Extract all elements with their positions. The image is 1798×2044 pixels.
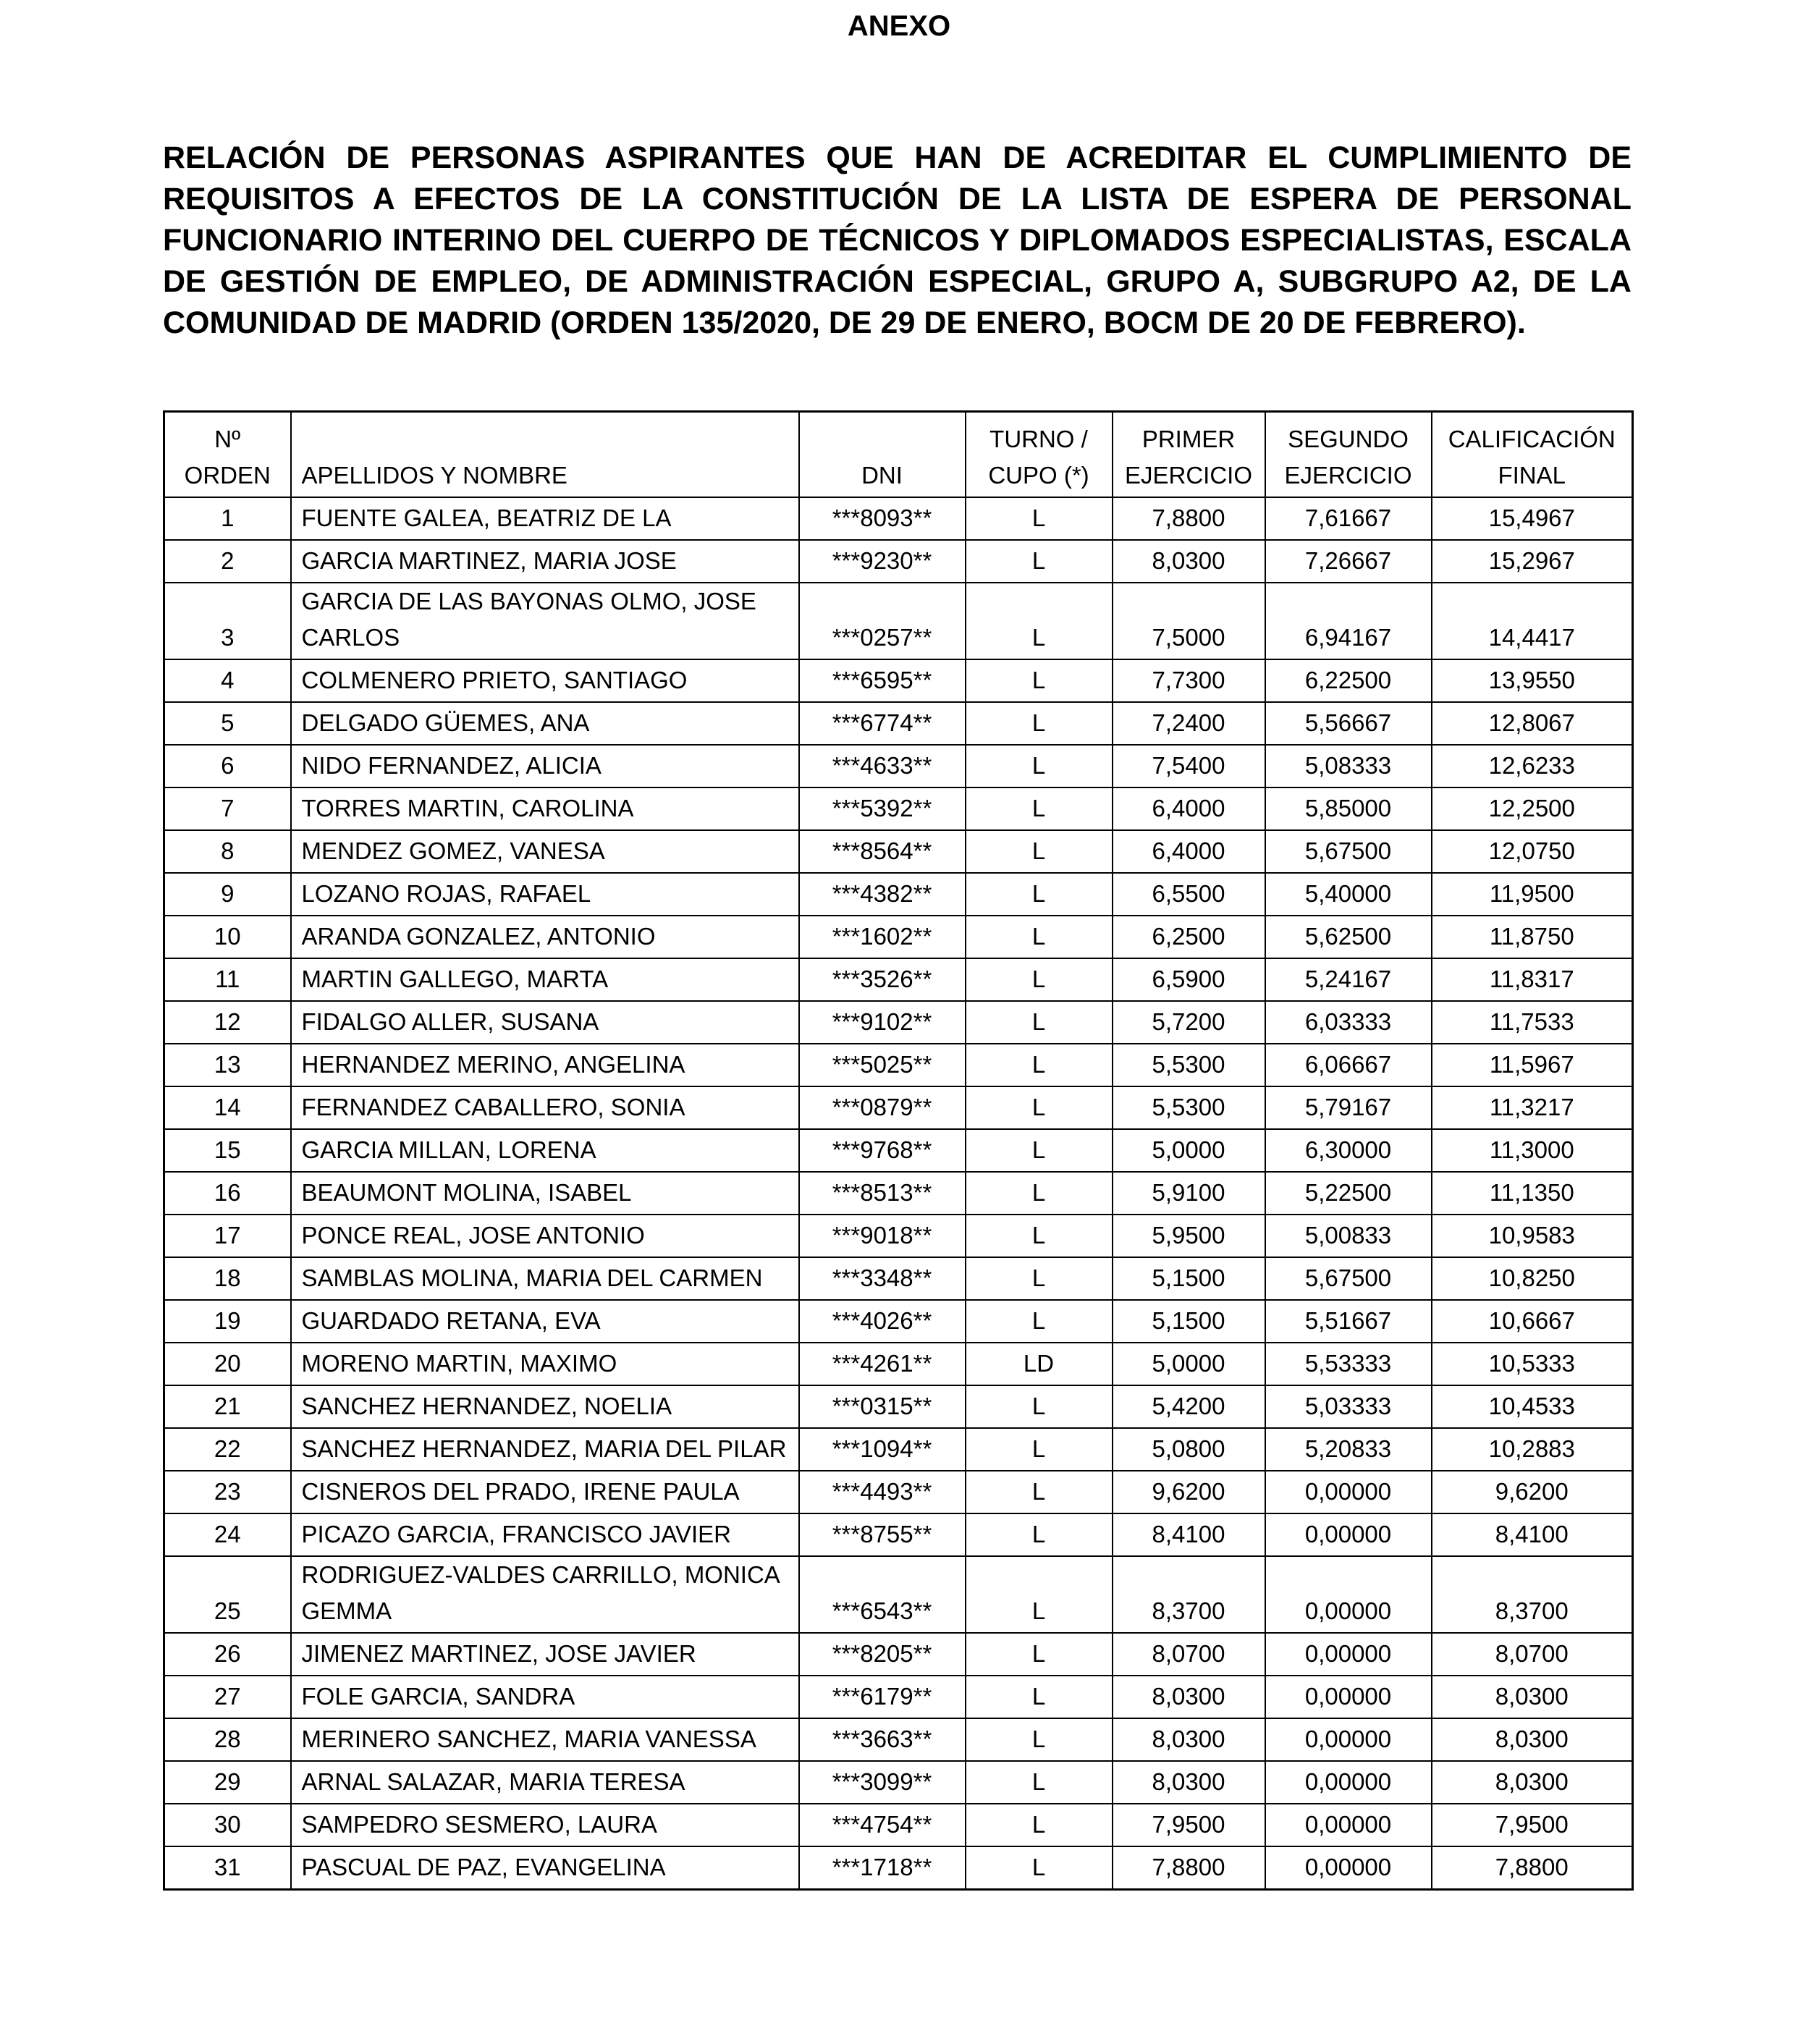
segundo-ejercicio-cell: 5,53333 [1265,1343,1432,1385]
dni-cell: ***6543** [799,1556,966,1633]
table-row [164,1556,1633,1633]
orden-cell: 18 [164,1257,291,1300]
name-cell: PASCUAL DE PAZ, EVANGELINA [291,1846,799,1890]
name-cell: FOLE GARCIA, SANDRA [291,1676,799,1718]
primer-ejercicio-cell: 7,8800 [1113,497,1265,540]
header-text: TURNO / [989,426,1088,452]
name-cell: FIDALGO ALLER, SUSANA [291,1001,799,1044]
segundo-ejercicio-cell: 5,08333 [1265,745,1432,787]
turno-cell: L [966,1044,1113,1086]
name-cell: NIDO FERNANDEZ, ALICIA [291,745,799,787]
table-row [164,745,1633,787]
header-nombre [291,412,799,498]
primer-ejercicio-cell: 5,5300 [1113,1086,1265,1129]
dni-cell: ***9102** [799,1001,966,1044]
table-row [164,1172,1633,1215]
table-row [164,540,1633,583]
primer-ejercicio-cell: 8,0300 [1113,1761,1265,1804]
table-row [164,1044,1633,1086]
turno-cell: L [966,540,1113,583]
orden-cell: 28 [164,1718,291,1761]
header-primer-ejercicio [1113,412,1265,498]
primer-ejercicio-cell: 6,4000 [1113,830,1265,873]
dni-cell: ***0315** [799,1385,966,1428]
orden-cell: 13 [164,1044,291,1086]
segundo-ejercicio-cell: 0,00000 [1265,1718,1432,1761]
dni-cell: ***1718** [799,1846,966,1890]
table-row [164,1129,1633,1172]
candidates-table [163,410,1634,1891]
segundo-ejercicio-cell: 5,85000 [1265,787,1432,830]
name-cell: LOZANO ROJAS, RAFAEL [291,873,799,916]
calificacion-final-cell: 8,3700 [1432,1556,1633,1633]
primer-ejercicio-cell: 5,0000 [1113,1129,1265,1172]
primer-ejercicio-cell: 8,4100 [1113,1513,1265,1556]
dni-cell: ***3663** [799,1718,966,1761]
dni-cell: ***6595** [799,659,966,702]
turno-cell: L [966,1257,1113,1300]
table-row [164,1385,1633,1428]
calificacion-final-cell: 7,8800 [1432,1846,1633,1890]
table-row [164,1215,1633,1257]
turno-cell: LD [966,1343,1113,1385]
dni-cell: ***8564** [799,830,966,873]
header-dni [799,412,966,498]
dni-cell: ***9768** [799,1129,966,1172]
primer-ejercicio-cell: 6,4000 [1113,787,1265,830]
name-cell: GUARDADO RETANA, EVA [291,1300,799,1343]
turno-cell: L [966,873,1113,916]
name-cell: FUENTE GALEA, BEATRIZ DE LA [291,497,799,540]
name-cell: CISNEROS DEL PRADO, IRENE PAULA [291,1471,799,1513]
dni-cell: ***8755** [799,1513,966,1556]
calificacion-final-cell: 12,6233 [1432,745,1633,787]
turno-cell: L [966,1300,1113,1343]
dni-cell: ***3099** [799,1761,966,1804]
segundo-ejercicio-cell: 5,22500 [1265,1172,1432,1215]
turno-cell: L [966,1633,1113,1676]
calificacion-final-cell: 10,6667 [1432,1300,1633,1343]
table-row [164,1001,1633,1044]
turno-cell: L [966,958,1113,1001]
primer-ejercicio-cell: 6,2500 [1113,916,1265,958]
turno-cell: L [966,1428,1113,1471]
table-row [164,1428,1633,1471]
dni-cell: ***1094** [799,1428,966,1471]
header-orden [164,412,291,498]
orden-cell: 31 [164,1846,291,1890]
orden-cell: 26 [164,1633,291,1676]
turno-cell: L [966,1556,1113,1633]
turno-cell: L [966,787,1113,830]
table-row [164,830,1633,873]
header-text: EJERCICIO [1124,462,1253,489]
header-turno [966,412,1113,498]
turno-cell: L [966,1676,1113,1718]
table-row [164,1718,1633,1761]
dni-cell: ***4261** [799,1343,966,1385]
segundo-ejercicio-cell: 0,00000 [1265,1846,1432,1890]
header-text: EJERCICIO [1284,462,1412,489]
turno-cell: L [966,1172,1113,1215]
orden-cell: 17 [164,1215,291,1257]
name-cell: GARCIA MILLAN, LORENA [291,1129,799,1172]
header-text: CALIFICACIÓN [1448,426,1616,452]
primer-ejercicio-cell: 8,0300 [1113,1676,1265,1718]
primer-ejercicio-cell: 5,9100 [1113,1172,1265,1215]
orden-cell: 9 [164,873,291,916]
primer-ejercicio-cell: 5,4200 [1113,1385,1265,1428]
orden-cell: 1 [164,497,291,540]
turno-cell: L [966,702,1113,745]
dni-cell: ***0879** [799,1086,966,1129]
segundo-ejercicio-cell: 5,00833 [1265,1215,1432,1257]
orden-cell: 8 [164,830,291,873]
turno-cell: L [966,1513,1113,1556]
table-row [164,787,1633,830]
calificacion-final-cell: 11,8750 [1432,916,1633,958]
name-cell: PICAZO GARCIA, FRANCISCO JAVIER [291,1513,799,1556]
orden-cell: 24 [164,1513,291,1556]
dni-cell: ***9018** [799,1215,966,1257]
header-text: ORDEN [184,462,271,489]
turno-cell: L [966,745,1113,787]
calificacion-final-cell: 15,4967 [1432,497,1633,540]
primer-ejercicio-cell: 5,7200 [1113,1001,1265,1044]
dni-cell: ***0257** [799,583,966,659]
segundo-ejercicio-cell: 5,03333 [1265,1385,1432,1428]
orden-cell: 19 [164,1300,291,1343]
name-cell: PONCE REAL, JOSE ANTONIO [291,1215,799,1257]
orden-cell: 4 [164,659,291,702]
name-cell: GARCIA DE LAS BAYONAS OLMO, JOSE CARLOS [291,583,799,659]
table-row [164,659,1633,702]
segundo-ejercicio-cell: 7,61667 [1265,497,1432,540]
turno-cell: L [966,659,1113,702]
segundo-ejercicio-cell: 6,22500 [1265,659,1432,702]
table-row [164,1257,1633,1300]
dni-cell: ***3526** [799,958,966,1001]
primer-ejercicio-cell: 7,8800 [1113,1846,1265,1890]
primer-ejercicio-cell: 5,0000 [1113,1343,1265,1385]
calificacion-final-cell: 11,1350 [1432,1172,1633,1215]
dni-cell: ***6179** [799,1676,966,1718]
segundo-ejercicio-cell: 5,67500 [1265,830,1432,873]
segundo-ejercicio-cell: 5,56667 [1265,702,1432,745]
dni-cell: ***5392** [799,787,966,830]
calificacion-final-cell: 11,7533 [1432,1001,1633,1044]
turno-cell: L [966,1846,1113,1890]
name-cell: MARTIN GALLEGO, MARTA [291,958,799,1001]
orden-cell: 2 [164,540,291,583]
primer-ejercicio-cell: 7,2400 [1113,702,1265,745]
dni-cell: ***4382** [799,873,966,916]
dni-cell: ***6774** [799,702,966,745]
segundo-ejercicio-cell: 0,00000 [1265,1761,1432,1804]
calificacion-final-cell: 11,3217 [1432,1086,1633,1129]
turno-cell: L [966,1471,1113,1513]
calificacion-final-cell: 10,4533 [1432,1385,1633,1428]
turno-cell: L [966,497,1113,540]
segundo-ejercicio-cell: 6,06667 [1265,1044,1432,1086]
primer-ejercicio-cell: 8,0700 [1113,1633,1265,1676]
calificacion-final-cell: 8,0300 [1432,1676,1633,1718]
primer-ejercicio-cell: 9,6200 [1113,1471,1265,1513]
header-calificacion-final [1432,412,1633,498]
header-text: Nº [214,426,241,452]
name-cell: HERNANDEZ MERINO, ANGELINA [291,1044,799,1086]
orden-cell: 5 [164,702,291,745]
table-row [164,1633,1633,1676]
table-row [164,873,1633,916]
orden-cell: 30 [164,1804,291,1846]
table-row [164,1300,1633,1343]
segundo-ejercicio-cell: 5,24167 [1265,958,1432,1001]
name-cell: DELGADO GÜEMES, ANA [291,702,799,745]
segundo-ejercicio-cell: 5,67500 [1265,1257,1432,1300]
name-cell: BEAUMONT MOLINA, ISABEL [291,1172,799,1215]
segundo-ejercicio-cell: 0,00000 [1265,1676,1432,1718]
primer-ejercicio-cell: 7,5400 [1113,745,1265,787]
primer-ejercicio-cell: 7,5000 [1113,583,1265,659]
segundo-ejercicio-cell: 7,26667 [1265,540,1432,583]
header-row [164,412,1633,498]
calificacion-final-cell: 12,2500 [1432,787,1633,830]
table-row [164,1343,1633,1385]
turno-cell: L [966,1215,1113,1257]
turno-cell: L [966,1385,1113,1428]
segundo-ejercicio-cell: 5,62500 [1265,916,1432,958]
turno-cell: L [966,1129,1113,1172]
orden-cell: 10 [164,916,291,958]
header-text: SEGUNDO [1288,426,1409,452]
calificacion-final-cell: 11,8317 [1432,958,1633,1001]
primer-ejercicio-cell: 7,7300 [1113,659,1265,702]
dni-cell: ***5025** [799,1044,966,1086]
turno-cell: L [966,916,1113,958]
name-cell: MORENO MARTIN, MAXIMO [291,1343,799,1385]
dni-cell: ***1602** [799,916,966,958]
dni-cell: ***4754** [799,1804,966,1846]
calificacion-final-cell: 11,9500 [1432,873,1633,916]
table-row [164,1804,1633,1846]
document-title: RELACIÓN DE PERSONAS ASPIRANTES QUE HAN DE ACREDITAR EL CUMPLIMIENTO DE REQUISITOS A EFECTOS DE LA CONSTITUCIÓN DE LA LISTA DE ESPERA DE PERSONAL FUNCIONARIO INTERINO DEL CUERPO DE TÉCNICOS Y DIPLOMADOS ESPECIALISTAS, ESCALA DE GESTIÓN DE EMPLEO, DE ADMINISTRACIÓN ESPECIAL, GRUPO A, SUBGRUPO A2, DE LA COMUNIDAD DE MADRID (ORDEN 135/2020, DE 29 DE ENERO, BOCM DE 20 DE FEBRERO). [163,140,1632,340]
name-cell: SAMBLAS MOLINA, MARIA DEL CARMEN [291,1257,799,1300]
dni-cell: ***8513** [799,1172,966,1215]
table-row [164,1471,1633,1513]
calificacion-final-cell: 10,5333 [1432,1343,1633,1385]
orden-cell: 11 [164,958,291,1001]
dni-cell: ***4633** [799,745,966,787]
header-text: CUPO (*) [988,462,1089,489]
calificacion-final-cell: 8,0700 [1432,1633,1633,1676]
annex-heading: ANEXO [847,10,951,42]
segundo-ejercicio-cell: 6,03333 [1265,1001,1432,1044]
orden-cell: 23 [164,1471,291,1513]
dni-cell: ***9230** [799,540,966,583]
calificacion-final-cell: 13,9550 [1432,659,1633,702]
calificacion-final-cell: 7,9500 [1432,1804,1633,1846]
segundo-ejercicio-cell: 5,51667 [1265,1300,1432,1343]
name-cell: JIMENEZ MARTINEZ, JOSE JAVIER [291,1633,799,1676]
turno-cell: L [966,1804,1113,1846]
calificacion-final-cell: 11,5967 [1432,1044,1633,1086]
name-cell: SAMPEDRO SESMERO, LAURA [291,1804,799,1846]
turno-cell: L [966,1761,1113,1804]
table-row [164,1086,1633,1129]
primer-ejercicio-cell: 5,1500 [1113,1257,1265,1300]
orden-cell: 27 [164,1676,291,1718]
dni-cell: ***8205** [799,1633,966,1676]
segundo-ejercicio-cell: 0,00000 [1265,1633,1432,1676]
table-row [164,583,1633,659]
name-cell: ARANDA GONZALEZ, ANTONIO [291,916,799,958]
name-cell: MENDEZ GOMEZ, VANESA [291,830,799,873]
header-text: FINAL [1498,462,1566,489]
segundo-ejercicio-cell: 0,00000 [1265,1513,1432,1556]
calificacion-final-cell: 12,8067 [1432,702,1633,745]
orden-cell: 15 [164,1129,291,1172]
name-cell: MERINERO SANCHEZ, MARIA VANESSA [291,1718,799,1761]
orden-cell: 14 [164,1086,291,1129]
segundo-ejercicio-cell: 0,00000 [1265,1471,1432,1513]
orden-cell: 20 [164,1343,291,1385]
table-row [164,497,1633,540]
table-row [164,916,1633,958]
primer-ejercicio-cell: 8,0300 [1113,540,1265,583]
calificacion-final-cell: 10,9583 [1432,1215,1633,1257]
table-row [164,1676,1633,1718]
calificacion-final-cell: 10,2883 [1432,1428,1633,1471]
table-row [164,702,1633,745]
calificacion-final-cell: 14,4417 [1432,583,1633,659]
primer-ejercicio-cell: 5,0800 [1113,1428,1265,1471]
primer-ejercicio-cell: 6,5500 [1113,873,1265,916]
header-text: PRIMER [1141,426,1236,452]
table-row [164,958,1633,1001]
dni-cell: ***3348** [799,1257,966,1300]
dni-cell: ***4493** [799,1471,966,1513]
turno-cell: L [966,1001,1113,1044]
segundo-ejercicio-cell: 5,79167 [1265,1086,1432,1129]
orden-cell: 12 [164,1001,291,1044]
calificacion-final-cell: 8,0300 [1432,1761,1633,1804]
primer-ejercicio-cell: 6,5900 [1113,958,1265,1001]
turno-cell: L [966,1086,1113,1129]
name-cell: SANCHEZ HERNANDEZ, NOELIA [291,1385,799,1428]
table-row [164,1761,1633,1804]
table-row [164,1513,1633,1556]
calificacion-final-cell: 8,4100 [1432,1513,1633,1556]
orden-cell: 16 [164,1172,291,1215]
primer-ejercicio-cell: 5,5300 [1113,1044,1265,1086]
calificacion-final-cell: 11,3000 [1432,1129,1633,1172]
name-cell: SANCHEZ HERNANDEZ, MARIA DEL PILAR [291,1428,799,1471]
name-cell: COLMENERO PRIETO, SANTIAGO [291,659,799,702]
name-cell: ARNAL SALAZAR, MARIA TERESA [291,1761,799,1804]
calificacion-final-cell: 10,8250 [1432,1257,1633,1300]
segundo-ejercicio-cell: 0,00000 [1265,1804,1432,1846]
segundo-ejercicio-cell: 6,94167 [1265,583,1432,659]
orden-cell: 29 [164,1761,291,1804]
dni-cell: ***8093** [799,497,966,540]
calificacion-final-cell: 8,0300 [1432,1718,1633,1761]
orden-cell: 6 [164,745,291,787]
segundo-ejercicio-cell: 5,40000 [1265,873,1432,916]
orden-cell: 22 [164,1428,291,1471]
table-row [164,1846,1633,1890]
name-cell: FERNANDEZ CABALLERO, SONIA [291,1086,799,1129]
segundo-ejercicio-cell: 0,00000 [1265,1556,1432,1633]
segundo-ejercicio-cell: 5,20833 [1265,1428,1432,1471]
orden-cell: 7 [164,787,291,830]
calificacion-final-cell: 15,2967 [1432,540,1633,583]
primer-ejercicio-cell: 8,3700 [1113,1556,1265,1633]
primer-ejercicio-cell: 5,9500 [1113,1215,1265,1257]
primer-ejercicio-cell: 7,9500 [1113,1804,1265,1846]
segundo-ejercicio-cell: 6,30000 [1265,1129,1432,1172]
name-cell: TORRES MARTIN, CAROLINA [291,787,799,830]
name-cell: RODRIGUEZ-VALDES CARRILLO, MONICA GEMMA [291,1556,799,1633]
orden-cell: 25 [164,1556,291,1633]
dni-cell: ***4026** [799,1300,966,1343]
orden-cell: 3 [164,583,291,659]
primer-ejercicio-cell: 8,0300 [1113,1718,1265,1761]
name-cell: GARCIA MARTINEZ, MARIA JOSE [291,540,799,583]
header-text: DNI [861,462,903,489]
header-segundo-ejercicio [1265,412,1432,498]
turno-cell: L [966,1718,1113,1761]
calificacion-final-cell: 9,6200 [1432,1471,1633,1513]
header-text: APELLIDOS Y NOMBRE [301,462,567,489]
orden-cell: 21 [164,1385,291,1428]
calificacion-final-cell: 12,0750 [1432,830,1633,873]
turno-cell: L [966,830,1113,873]
turno-cell: L [966,583,1113,659]
primer-ejercicio-cell: 5,1500 [1113,1300,1265,1343]
